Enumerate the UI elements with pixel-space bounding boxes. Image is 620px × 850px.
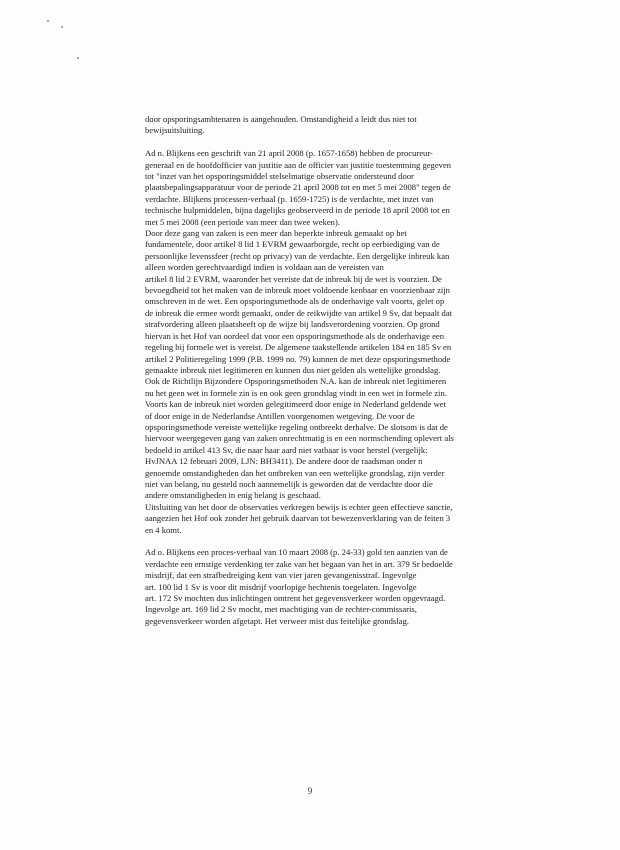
text-line: gegevensverkeer worden afgetapt. Het verweer mist dus feitelijke grondslag.	[145, 615, 409, 626]
text-line: technische hulpmiddelen, bijna dagelijks geobserveerd in de periode 18 april 2008 tot en	[145, 205, 450, 216]
text-line: opsporingsmethode vereiste wettelijke regeling ontbreekt derhalve. De slotsom is dat de	[145, 421, 448, 432]
scan-speck	[61, 26, 63, 28]
text-line: Voorts kan de inbreuk niet worden gelegitimeerd door enige in Nederland geldende wet	[145, 399, 447, 410]
text-line: Ook de Richtlijn Bijzondere Opsporingsmethoden N.A. kan de inbreuk niet legitimeren	[145, 376, 447, 387]
text-line: verdachte een ernstige verdenking ter zake van het begaan van het in art. 379 Sr bedoelde	[145, 558, 453, 569]
text-line: hiervan is het Hof van oordeel dat voor een opsporingsmethode als de onderhavige een	[145, 330, 445, 341]
text-line: gemaakte inbreuk niet legitimeren en kunnen dus niet gelden als wettelijke grondslag.	[145, 364, 441, 375]
text-line: de inbreuk die ermee wordt gemaakt, onder de reikwijdte van artikel 9 Sv, dat bepaalt dat	[145, 307, 453, 318]
text-line: regeling bij formele wet is vereist. De algemene taakstellende artikelen 184 en 185 Sv en	[145, 342, 452, 353]
text-line: Door deze gang van zaken is een meer dan beperkte inbreuk gemaakt op het	[145, 228, 407, 239]
text-line: artikel 2 Politieregeling 1999 (P.B. 1999 no. 79) kunnen de met deze opsporingsmethode	[145, 353, 451, 364]
text-line: met 5 mei 2008 (een periode van meer dan twee weken).	[145, 216, 340, 227]
text-line: aangezien het Hof ook zonder het gebruik daarvan tot bewezenverklaring van de feiten 3	[145, 513, 451, 524]
text-line: persoonlijke levenssfeer (recht op privacy) van de verdachte. Een dergelijke inbreuk kan	[145, 250, 450, 261]
paragraph-ad-o	[145, 547, 535, 627]
text-line: of door enige in de Nederlandse Antillen voorgenomen wetgeving. De voor de	[145, 410, 415, 421]
paragraph-1	[145, 114, 535, 137]
text-line: misdrijf, dat een strafbedreiging kent van vier jaren gevangenisstraf. Ingevolge	[145, 570, 417, 581]
paragraph-ad-n	[145, 148, 535, 536]
document-body	[145, 114, 535, 639]
text-line: art. 172 Sv mochten dus inlichtingen omtrent het gegevensverkeer worden opgevraagd.	[145, 593, 446, 604]
text-line: Ad n. Blijkens een geschrift van 21 april 2008 (p. 1657-1658) hebben de procureur-	[145, 148, 433, 159]
text-line: bewijsuitsluiting.	[145, 125, 205, 136]
text-line: en 4 komt.	[145, 524, 182, 535]
text-line: artikel 8 lid 2 EVRM, waaronder het vereiste dat de inbreuk bij de wet is voorzien. De	[145, 273, 442, 284]
text-line: verdachte. Blijkens processen-verbaal (p. 1659-1725) is de verdachte, met inzet van	[145, 193, 434, 204]
text-line: plaatsbepalingsapparatuur voor de periode 21 april 2008 tot en met 5 mei 2008" tegen de	[145, 182, 451, 193]
text-line: alleen worden gerechtvaardigd indien is voldaan aan de vereisten van	[145, 262, 384, 273]
text-line: Uitsluiting van het door de observaties verkregen bewijs is echter geen effectieve sanctie,	[145, 501, 453, 512]
text-line: Ad o. Blijkens een proces-verbaal van 10 maart 2008 (p. 24-33) gold ten aanzien van de	[145, 547, 448, 558]
text-line: genoemde omstandigheden dan het ontbreken van een wettelijke grondslag, zijn verder	[145, 467, 445, 478]
scan-speck	[77, 57, 79, 59]
text-line: fundamentele, door artikel 8 lid 1 EVRM gewaarborgde, recht op eerbiediging van de	[145, 239, 440, 250]
text-line: hiervoor weergegeven gang van zaken onrechtmatig is en een normschending oplevert als	[145, 433, 454, 444]
text-line: andere omstandigheden in enig belang is geschaad.	[145, 490, 321, 501]
text-line: door opsporingsambtenaren is aangehouden. Omstandigheid a leidt dus niet tot	[145, 114, 417, 124]
text-line: bedoeld in artikel 413 Sv, die naar haar aard niet vatbaar is voor herstel (vergelijk:	[145, 444, 428, 455]
page-number: 9	[307, 786, 313, 796]
text-line: omschreven in de wet. Een opsporingsmethode als de onderhavige valt voorts, gelet op	[145, 296, 445, 307]
text-line: strafvordering alleen plaatsheeft op de wijze bij landsverordening voorzien. Op grond	[145, 319, 440, 330]
text-line: tot "inzet van het opsporingsmiddel stelselmatige observatie ondersteund door	[145, 171, 414, 182]
text-line: nu het geen wet in formele zin is en ook geen grondslag vindt in een wet in formele zin.	[145, 387, 447, 398]
text-line: Ingevolge art. 169 lid 2 Sv mocht, met machtiging van de rechter-commissaris,	[145, 604, 417, 615]
text-line: art. 100 lid 1 Sv is voor dit misdrijf voorlopige hechtenis toegelaten. Ingevolge	[145, 581, 417, 592]
text-line: niet van belang, nu gesteld noch aannemelijk is geworden dat de verdachte door die	[145, 478, 433, 489]
text-line: HvJNAA 12 februari 2009, LJN: BH3411). De andere door de raadsman onder n	[145, 456, 423, 467]
text-line: bevoegdheid tot het maken van de inbreuk moet voldoende kenbaar en voorzienbaar zijn	[145, 285, 450, 296]
text-line: generaal en de hoofdofficier van justitie aan de officier van justitie toestemming gegeven	[145, 159, 452, 170]
scan-speck	[47, 20, 49, 22]
